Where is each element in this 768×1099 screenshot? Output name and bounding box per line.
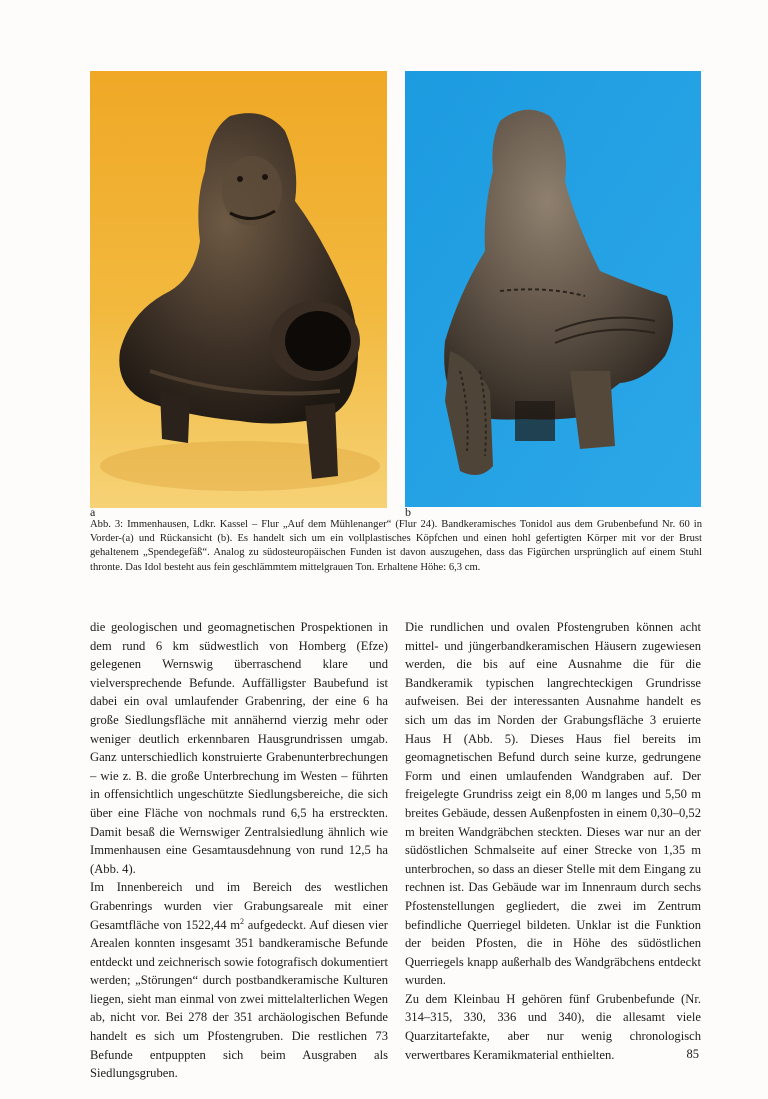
page-number: 85 (686, 1047, 699, 1061)
figure-photo-back-view (405, 71, 701, 507)
figure-label-b: b (405, 505, 411, 519)
paragraph-text: Im Innenbereich und im Bereich des westlichen Grabenrings wurden vier Grabungsareale mit einer Gesamtfläche von 1522,44 m (90, 880, 388, 932)
figure-photo-front-view (90, 71, 387, 508)
paragraph: die geologischen und geomagnetischen Prospektionen in dem rund 6 km südwestlich von Homberg (Efze) gelegenen Wernswig überraschend klare und vielversprechende Befunde. Auffälligster Baubefund ist dabei ein oval umlaufender Grabenring, der eine 6 ha große Siedlungsfläche mit annähernd vierzig mehr oder weniger deutlich erkennbaren Hausgrundrissen umgab. Ganz unterschiedlich konstruierte Grabenunterbrechungen – wie z. B. die große Unterbrechung im Westen – führten in offensichtlich ungeschützte Siedlungsbereiche, die sich über eine Fläche von nochmals rund 6,5 ha erstreckten. Damit besaß die Wernswiger Zentralsiedlung ähnlich wie Immenhausen eine Gesamtausdehnung von rund 12,5 ha (Abb. 4). (90, 620, 388, 876)
paragraph-text: aufgedeckt. Auf diesen vier Arealen konnten insgesamt 351 bandkeramische Befunde entdeckt und zeichnerisch sowie fotografisch dokumentiert werden; „Störungen“ durch postbandkeramische Kulturen liegen, sieht man einmal von zwei mittelalterlichen Wegen ab, nicht vor. Bei 278 der 351 archäologischen Befunde handelt es sich um Pfostengruben. Die restlichen 73 Befunde entpuppten sich beim Ausgraben als Siedlungsgruben. (90, 917, 389, 1081)
superscript: 2 (240, 916, 245, 926)
paragraph: Die rundlichen und ovalen Pfostengruben können acht mittel- und jüngerbandkeramischen Häusern zugewiesen werden, die bis auf eine Ausnahme die für die Bandkeramik typischen langrechteckigen Grundrisse aufweisen. Bei der interessanten Ausnahme handelt es sich um das im Norden der Grabungsfläche 3 eruierte Haus H (Abb. 5). Dieses Haus fiel bereits im geomagnetischen Befund durch seine kurze, gedrungene Form und einen umlaufenden Wandgraben auf. Der freigelegte Grundriss zeigt ein 8,00 m langes und 5,50 m breites Gebäude, dessen Außenpfosten in einem 0,30–0,52 m breiten Wandgräbchen steckten. Dieses war nur an der südöstlichen Schmalseite auf einer Strecke von 1,35 m unterbrochen, so dass an dieser Stelle mit dem Eingang zu rechnen ist. Das Gebäude war im Innenraum durch sechs Pfostenstellungen gegliedert, die zwei im Zentrum befindliche Querriegel bildeten. Unklar ist die Funktion der beiden Pfosten, die in Höhe des südöstlichen Querriegels knapp außerhalb des Wandgräbchens entdeckt wurden. (405, 620, 701, 988)
figure-caption: Abb. 3: Immenhausen, Ldkr. Kassel – Flur „Auf dem Mühlenanger“ (Flur 24). Bandkeramisches Tonidol aus dem Grubenbefund Nr. 60 in Vorder-(a) und Rückansicht (b). Es handelt sich um ein vollplastisches Köpfchen und einen hohl gefertigten Körper mit vor der Brust gehaltenem „Spendegefäß“. Analog zu südosteuropäischen Funden ist davon auszugehen, dass das Figürchen ursprünglich auf einem Stuhl thronte. Das Idol besteht aus fein geschlämmtem mittelgrauen Ton. Erhaltene Höhe: 6,3 cm. (90, 519, 702, 573)
text-column-right (405, 618, 701, 1064)
paragraph: Zu dem Kleinbau H gehören fünf Grubenbefunde (Nr. 314–315, 330, 336 und 340), die allesamt viele Quarzitartefakte, aber nur wenig chronologisch verwertbares Keramikmaterial enthielten. (405, 991, 701, 1062)
figure-label-a: a (90, 505, 96, 519)
text-column-left (90, 618, 388, 1083)
paragraph (90, 878, 388, 1083)
